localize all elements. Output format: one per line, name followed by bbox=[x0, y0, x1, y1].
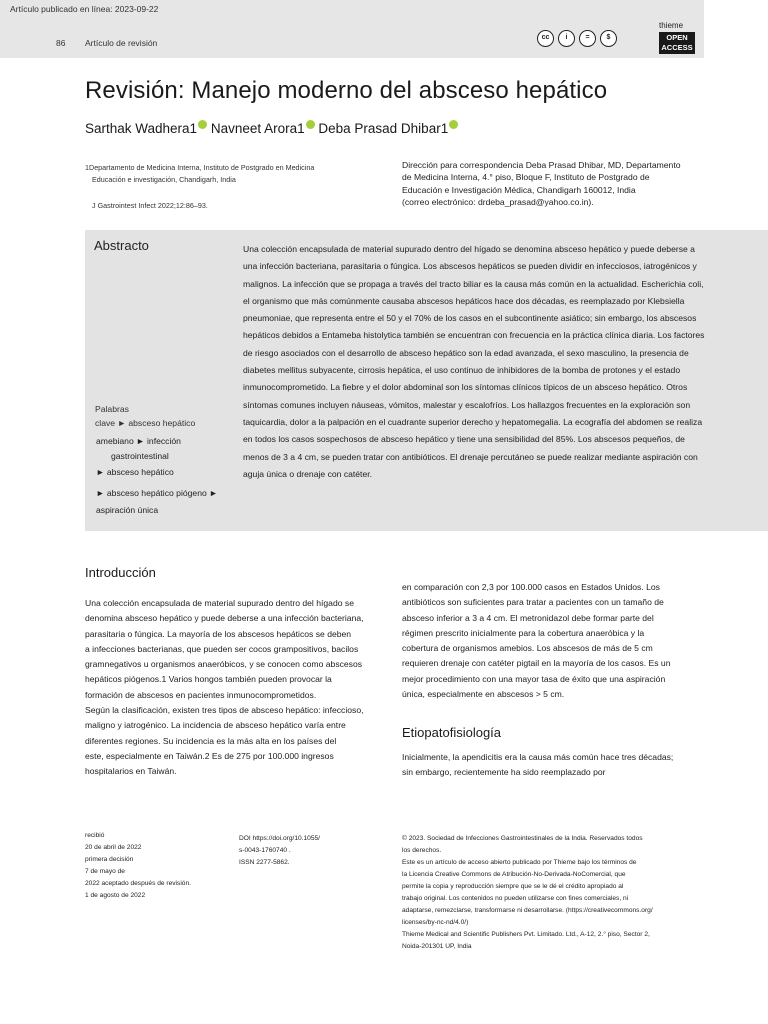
footer-line: primera decisión bbox=[85, 856, 134, 863]
text-line: hepáticos piógenos.1 Varios hongos también pueden provocar la bbox=[85, 674, 332, 685]
footer-line: s-0043-1760740 . bbox=[239, 847, 291, 854]
open-access-badge bbox=[659, 32, 695, 54]
footer-line: ISSN 2277-5862. bbox=[239, 859, 290, 866]
text-line: denomina absceso hepático y puede deberse a una infección bacteriana, bbox=[85, 613, 364, 624]
intro-right-column bbox=[402, 580, 712, 702]
author-name: Navneet Arora1 bbox=[207, 121, 305, 136]
footer-line: licenses/by-nc-nd/4.0/) bbox=[402, 919, 469, 926]
correspondence-block bbox=[402, 159, 680, 209]
license-icons bbox=[537, 30, 617, 47]
text-line: cobertura de organismos amebios. Los abscesos de más de 5 cm bbox=[402, 643, 653, 654]
thieme-open-access-logo bbox=[657, 21, 697, 55]
author-list bbox=[85, 120, 458, 136]
footer-line: los derechos. bbox=[402, 847, 442, 854]
text-line: régimen prescrito inicialmente para la cobertura anaeróbica y la bbox=[402, 627, 645, 638]
orcid-icon[interactable] bbox=[449, 120, 458, 129]
correspondence-line: (correo electrónico: drdeba_prasad@yahoo.co.in). bbox=[402, 197, 594, 208]
article-title: Revisión: Manejo moderno del absceso hepático bbox=[85, 77, 608, 104]
doi-block bbox=[239, 833, 320, 869]
footer-line: 2022 aceptado después de revisión. bbox=[85, 880, 191, 887]
text-line: Según la clasificación, existen tres tipos de absceso hepático: infeccioso, bbox=[85, 705, 364, 716]
affiliation-line: Educación e investigación, Chandigarh, India bbox=[92, 175, 236, 184]
nd-icon: = bbox=[579, 30, 596, 47]
text-line: parasitaria o fúngica. La mayoría de los abscesos hepáticos se deben bbox=[85, 628, 352, 639]
text-line: este, especialmente en Taiwán.2 Es de 275 por 100.000 ingresos bbox=[85, 750, 334, 761]
footer-line: 1 de agosto de 2022 bbox=[85, 892, 146, 899]
footer-line: la Licencia Creative Commons de Atribución-No-Derivada-NoComercial, que bbox=[402, 871, 626, 878]
section-label: Artículo de revisión bbox=[85, 38, 158, 48]
etio-heading: Etiopatofisiología bbox=[402, 725, 502, 740]
cc-icon: cc bbox=[537, 30, 554, 47]
text-line: requieren drenaje con catéter pigtail en la mayoría de los casos. Es un bbox=[402, 658, 671, 669]
open-access-line2: ACCESS bbox=[661, 43, 693, 52]
footer-line: Este es un artículo de acceso abierto publicado por Thieme bajo los términos de bbox=[402, 859, 637, 866]
text-line: hospitalarios en Taiwán. bbox=[85, 766, 177, 777]
text-line: Una colección encapsulada de material supurado dentro del hígado se bbox=[85, 598, 354, 608]
text-line: única, especialmente en abscesos > 5 cm. bbox=[402, 689, 565, 700]
keyword-item: aspiración única bbox=[96, 505, 159, 515]
orcid-icon[interactable] bbox=[306, 120, 315, 129]
intro-heading: Introducción bbox=[85, 565, 156, 580]
etio-text bbox=[402, 750, 712, 781]
footer-line: recibió bbox=[85, 832, 105, 839]
copyright-block bbox=[402, 833, 732, 953]
text-line: sin embargo, recientemente ha sido reemplazado por bbox=[402, 767, 606, 778]
footer-line: trabajo original. Los contenidos no pueden utilizarse con fines comerciales, ni bbox=[402, 895, 629, 902]
nc-icon: $ bbox=[600, 30, 617, 47]
correspondence-line: Educación e Investigación Médica, Chandigarh 160012, India bbox=[402, 184, 636, 195]
citation: J Gastrointest Infect 2022;12:86–93. bbox=[92, 201, 208, 210]
text-line: mejor procedimiento con una mayor tasa de éxito que una aspiración bbox=[402, 673, 666, 684]
text-line: a infecciones bacterianas, que pueden ser cocos grampositivos, bacilos bbox=[85, 643, 359, 654]
keywords-label-line: Palabras bbox=[95, 404, 129, 414]
keyword-item: ► absceso hepático piógeno ► bbox=[96, 488, 218, 498]
author-name: Sarthak Wadhera1 bbox=[85, 121, 198, 136]
keywords-label-line: clave ► absceso hepático bbox=[95, 418, 196, 428]
affiliation-line: 1Departamento de Medicina Interna, Instituto de Postgrado en Medicina bbox=[85, 163, 315, 172]
received-dates bbox=[85, 830, 191, 902]
intro-left-column bbox=[85, 596, 395, 780]
license-link[interactable]: adaptarse, remezclarse, transformarse ni desarrollarse. (https://creativecommons.org/ bbox=[402, 907, 653, 914]
page-number: 86 bbox=[56, 38, 66, 48]
keyword-item: amebiano ► infección bbox=[96, 436, 181, 446]
doi-link[interactable]: DOI https://doi.org/10.1055/ bbox=[239, 835, 321, 842]
published-date: Artículo publicado en línea: 2023-09-22 bbox=[10, 4, 159, 14]
text-line: formación de abscesos en pacientes inmunocomprometidos. bbox=[85, 689, 317, 700]
text-line: gramnegativos u organismos anaeróbicos, y se conocen como abscesos bbox=[85, 659, 363, 670]
footer-line: 7 de mayo de bbox=[85, 868, 125, 875]
text-line: absceso inferior a 3 a 4 cm. El metronidazol debe formar parte del bbox=[402, 612, 654, 623]
keyword-item: ► absceso hepático bbox=[96, 467, 174, 477]
abstract-text: Una colección encapsulada de material supurado dentro del hígado se denomina absceso hepático y puede deberse a una infección bacteriana, parasitaria o fúngica. Los abscesos hepáticos se pueden dividir en infecciosos, iatrogénicos y malignos. La infección que se propaga a través del tracto biliar es la causa más común en la actualidad. Escherichia coli, el organismo que más comúnmente causaba abscesos hepáticos hace dos décadas, es reemplazado por Klebsiella pneumoniae, que representa entre el 50 y el 70% de los casos en el subcontinente asiático; sin embargo, los abscesos hepáticos debidos a Entameba histolytica también se encuentran con frecuencia en la práctica clínica diaria. Los factores de riesgo asociados con el desarrollo de absceso hepático son la edad avanzada, el sexo masculino, la presencia de diabetes mellitus subyacente, cirrosis hepática, el uso continuo de inhibidores de la bomba de protones y el estado inmunocomprometido. La fiebre y el dolor abdominal son los síntomas clínicos típicos de un absceso hepático. Otros síntomas comunes incluyen náuseas, vómitos, malestar y escalofríos. Los hallazgos frecuentes en la exploración son taquicardia, dolor a la palpación en el cuadrante superior derecho y hepatomegalia. La ecografía del abdomen se realiza en todos los casos sospechosos de absceso hepático y tiene una sensibilidad del 85%. Los abscesos pequeños, de menos de 3 a 4 cm, se pueden tratar con antibióticos. El drenaje percutáneo se puede realizar mediante aspiración con aguja única o drenaje con catéter. bbox=[243, 244, 705, 479]
footer-line: Thieme Medical and Scientific Publishers Pvt. Limitado. Ltd., A-12, 2.° piso, Sector 2, bbox=[402, 931, 650, 938]
keyword-item: gastrointestinal bbox=[111, 451, 169, 461]
abstract-heading: Abstracto bbox=[94, 238, 149, 253]
by-icon: i bbox=[558, 30, 575, 47]
text-line: maligno y iatrogénico. La incidencia de absceso hepático varía entre bbox=[85, 720, 346, 731]
thieme-brand: thieme bbox=[659, 21, 684, 30]
correspondence-line: Dirección para correspondencia Deba Prasad Dhibar, MD, Departamento bbox=[402, 160, 681, 170]
text-line: diferentes regiones. Su incidencia es la más alta en los países del bbox=[85, 735, 337, 746]
text-line: en comparación con 2,3 por 100.000 casos en Estados Unidos. Los bbox=[402, 582, 660, 592]
author-name: Deba Prasad Dhibar1 bbox=[314, 121, 449, 136]
keywords-label bbox=[95, 402, 195, 430]
footer-line: 20 de abril de 2022 bbox=[85, 844, 142, 851]
correspondence-line: de Medicina Interna, 4.° piso, Bloque F, Instituto de Postgrado de bbox=[402, 172, 650, 183]
text-line: Inicialmente, la apendicitis era la causa más común hace tres décadas; bbox=[402, 752, 674, 762]
footer-line: Noida-201301 UP, India bbox=[402, 943, 472, 950]
footer-line: permite la copia y reproducción siempre que se le dé el crédito apropiado al bbox=[402, 883, 624, 890]
open-access-line1: OPEN bbox=[666, 33, 688, 42]
text-line: antibióticos son suficientes para tratar a pacientes con un tamaño de bbox=[402, 597, 664, 608]
footer-line: © 2023. Sociedad de Infecciones Gastrointestinales de la India. Reservados todos bbox=[402, 835, 643, 842]
orcid-icon[interactable] bbox=[198, 120, 207, 129]
